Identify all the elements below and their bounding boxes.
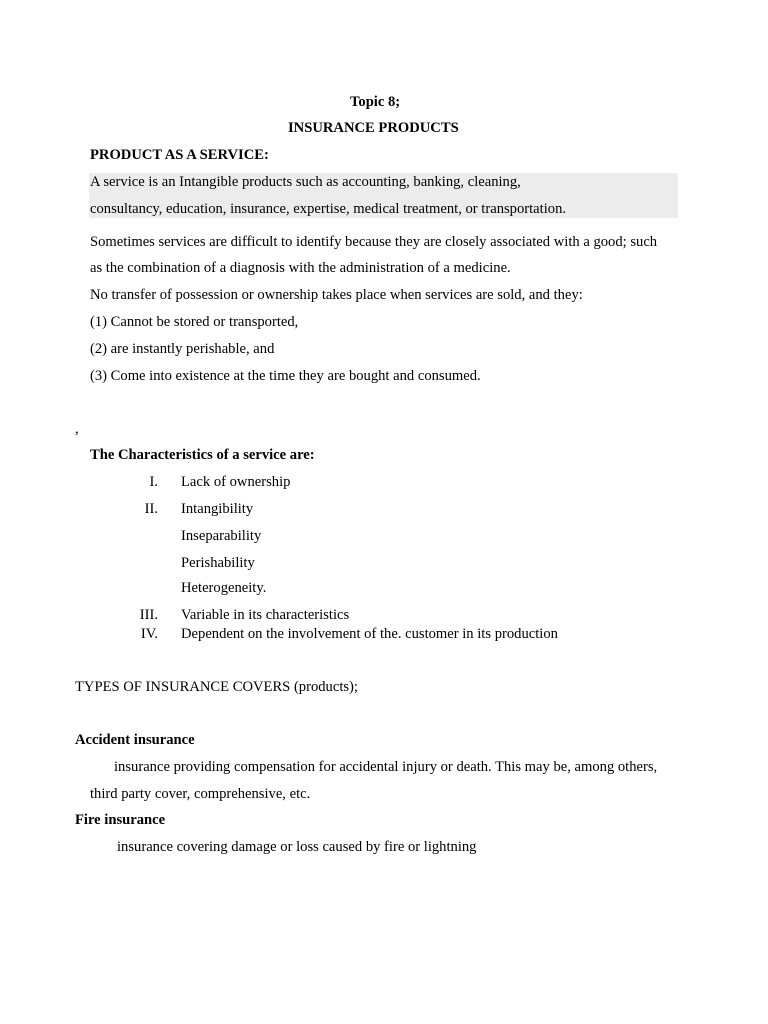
section-heading: PRODUCT AS A SERVICE: — [90, 147, 269, 163]
list-number: IV. — [140, 626, 158, 642]
paragraph-line-5: (2) are instantly perishable, and — [90, 341, 275, 357]
list-number: III. — [139, 607, 158, 623]
definition-line-1: A service is an Intangible products such as accounting, banking, cleaning, — [90, 174, 521, 190]
paragraph-line-2: as the combination of a diagnosis with the administration of a medicine. — [90, 260, 511, 276]
accident-insurance-text-2: third party cover, comprehensive, etc. — [90, 786, 311, 802]
paragraph-line-4: (1) Cannot be stored or transported, — [90, 314, 299, 330]
fire-insurance-text: insurance covering damage or loss caused by fire or lightning — [117, 839, 477, 855]
list-item: Intangibility — [181, 501, 254, 517]
definition-line-2: consultancy, education, insurance, expertise, medical treatment, or transportation. — [90, 201, 567, 217]
document-title: INSURANCE PRODUCTS — [288, 120, 459, 136]
list-item: Inseparability — [181, 528, 262, 544]
list-number: II. — [144, 501, 158, 517]
list-item: Heterogeneity. — [181, 580, 267, 596]
list-item: Lack of ownership — [181, 474, 291, 490]
accident-insurance-text-1: insurance providing compensation for accidental injury or death. This may be, among others, — [114, 759, 658, 775]
topic-label: Topic 8; — [350, 94, 401, 110]
paragraph-line-3: No transfer of possession or ownership takes place when services are sold, and they: — [90, 287, 583, 303]
types-heading: TYPES OF INSURANCE COVERS (products); — [75, 679, 358, 695]
list-item: Perishability — [181, 555, 255, 571]
characteristics-heading: The Characteristics of a service are: — [90, 447, 315, 463]
list-item: Variable in its characteristics — [181, 607, 350, 623]
fire-insurance-heading: Fire insurance — [75, 812, 166, 828]
stray-comma: , — [75, 421, 79, 437]
paragraph-line-1: Sometimes services are difficult to identify because they are closely associated with a good; such — [90, 234, 658, 250]
paragraph-line-6: (3) Come into existence at the time they are bought and consumed. — [90, 368, 481, 384]
accident-insurance-heading: Accident insurance — [75, 732, 195, 748]
list-number: I. — [149, 474, 158, 490]
list-item: Dependent on the involvement of the. customer in its production — [181, 626, 558, 642]
